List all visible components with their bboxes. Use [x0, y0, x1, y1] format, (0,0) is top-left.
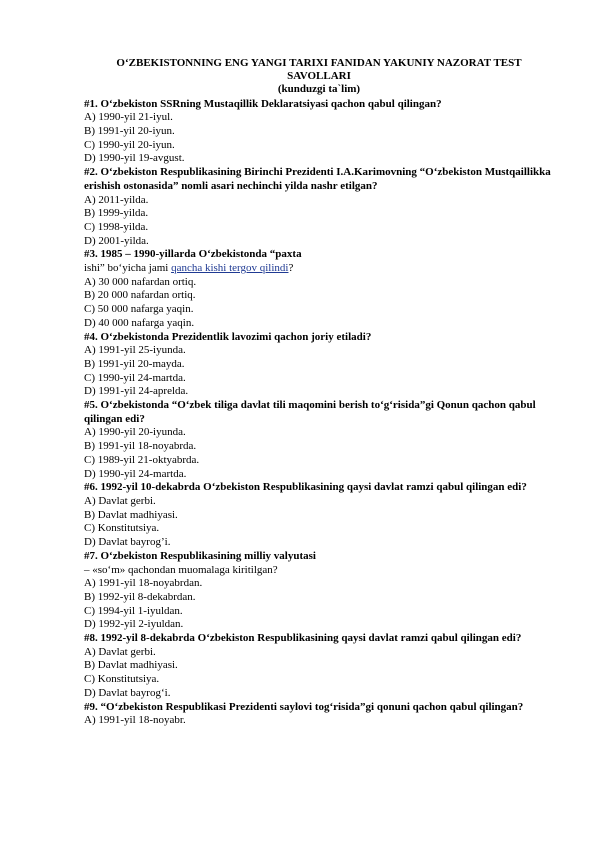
question-text: #4. O‘zbekistonda Prezidentlik lavozimi qachon joriy etiladi?: [84, 330, 372, 343]
answer-option-b: B) 20 000 nafardan ortiq.: [84, 289, 196, 302]
answer-option-d: D) Davlat bayrog’i.: [84, 536, 171, 549]
answer-option-c: C) Konstitutsiya.: [84, 673, 160, 686]
answer-option-c: C) 50 000 nafarga yaqin.: [84, 303, 194, 316]
answer-option-a: A) 1990-yil 20-iyunda.: [84, 426, 186, 439]
question-6: [84, 481, 554, 550]
page-title: O‘ZBEKISTONNING ENG YANGI TARIXI FANIDAN YAKUNIY NAZORAT TEST SAVOLLARI: [116, 57, 522, 83]
answer-option-b: B) 1991-yil 18-noyabrda.: [84, 440, 197, 453]
question-9: [84, 701, 554, 728]
answer-option-b: B) 1992-yil 8-dekabrdan.: [84, 590, 196, 603]
document-page: [84, 57, 554, 728]
question-text: #8. 1992-yil 8-dekabrda O‘zbekiston Respublikasining qaysi davlat ramzi qabul qilingan edi?: [84, 632, 522, 645]
answer-option-d: D) 1990-yil 24-martda.: [84, 467, 187, 480]
question-text: #7. O‘zbekiston Respublikasining milliy valyutasi: [84, 549, 316, 562]
question-text: #9. “O‘zbekiston Respublikasi Prezidenti saylovi tog‘risida”gi qonuni qachon qabul qilingan?: [84, 700, 524, 713]
answer-option-d: D) 1991-yil 24-aprelda.: [84, 385, 189, 398]
answer-option-b: B) 1991-yil 20-mayda.: [84, 357, 185, 370]
question-text: #5. O‘zbekistonda “O‘zbek tiliga davlat tili maqomini berish to‘g‘risida”gi Qonun qachon qabul qilingan edi?: [84, 399, 536, 425]
answer-option-d: D) 2001-yilda.: [84, 234, 149, 247]
question-3: [84, 248, 554, 330]
question-mark: ?: [288, 262, 294, 275]
answer-option-b: B) Davlat madhiyasi.: [84, 659, 178, 672]
answer-option-d: D) 1990-yil 19-avgust.: [84, 152, 185, 165]
answer-option-d: D) 40 000 nafarga yaqin.: [84, 316, 195, 329]
question-text: #6. 1992-yil 10-dekabrda O‘zbekiston Respublikasining qaysi davlat ramzi qabul qilingan edi?: [84, 481, 527, 494]
answer-option-c: C) 1990-yil 24-martda.: [84, 371, 186, 384]
question-7: [84, 550, 554, 632]
question-continuation: [84, 262, 554, 276]
question-text: #1. O‘zbekiston SSRning Mustaqillik Deklaratsiyasi qachon qabul qilingan?: [84, 97, 442, 110]
answer-option-d: D) 1992-yil 2-iyuldan.: [84, 618, 184, 631]
question-2: [84, 166, 554, 248]
answer-option-a: A) 2011-yilda.: [84, 193, 149, 206]
question-5: [84, 399, 554, 481]
answer-option-a: A) 30 000 nafardan ortiq.: [84, 275, 197, 288]
answer-option-a: A) Davlat gerbi.: [84, 495, 156, 507]
answer-option-a: A) 1991-yil 18-noyabr.: [84, 714, 186, 727]
answer-option-a: A) 1991-yil 25-iyunda.: [84, 344, 186, 357]
answer-option-b: B) 1991-yil 20-iyun.: [84, 125, 175, 138]
answer-option-c: C) Konstitutsiya.: [84, 522, 160, 535]
answer-option-a: A) Davlat gerbi.: [84, 645, 156, 658]
question-8: [84, 632, 554, 701]
answer-option-a: A) 1990-yil 21-iyul.: [84, 111, 173, 124]
answer-option-a: A) 1991-yil 18-noyabrdan.: [84, 577, 203, 590]
answer-option-c: C) 1990-yil 20-iyun.: [84, 138, 175, 151]
question-text: #3. 1985 – 1990-yillarda O‘zbekistonda “paxta: [84, 248, 302, 261]
answer-option-c: C) 1989-yil 21-oktyabrda.: [84, 453, 200, 466]
question-link[interactable]: qancha kishi tergov qilindi: [171, 262, 289, 275]
answer-option-b: B) 1999-yilda.: [84, 207, 149, 220]
question-4: [84, 331, 554, 400]
answer-option-c: C) 1998-yilda.: [84, 220, 149, 233]
question-text: #2. O‘zbekiston Respublikasining Birinchi Prezidenti I.A.Karimovning “O‘zbekiston Mustqaillikka erishish ostonasida” nomli asari nechinchi yilda nashr etilgan?: [84, 166, 551, 192]
answer-option-b: B) Davlat madhiyasi.: [84, 508, 178, 521]
question-continuation: – «so‘m» qachondan muomalaga kiritilgan?: [84, 563, 278, 576]
answer-option-c: C) 1994-yil 1-iyuldan.: [84, 604, 183, 617]
answer-option-d: D) Davlat bayrog‘i.: [84, 686, 171, 699]
question-1: [84, 98, 554, 167]
question-continuation-text: ishi” bo‘yicha jami: [84, 262, 172, 275]
page-subtitle: (kunduzgi ta`lim): [277, 83, 361, 96]
